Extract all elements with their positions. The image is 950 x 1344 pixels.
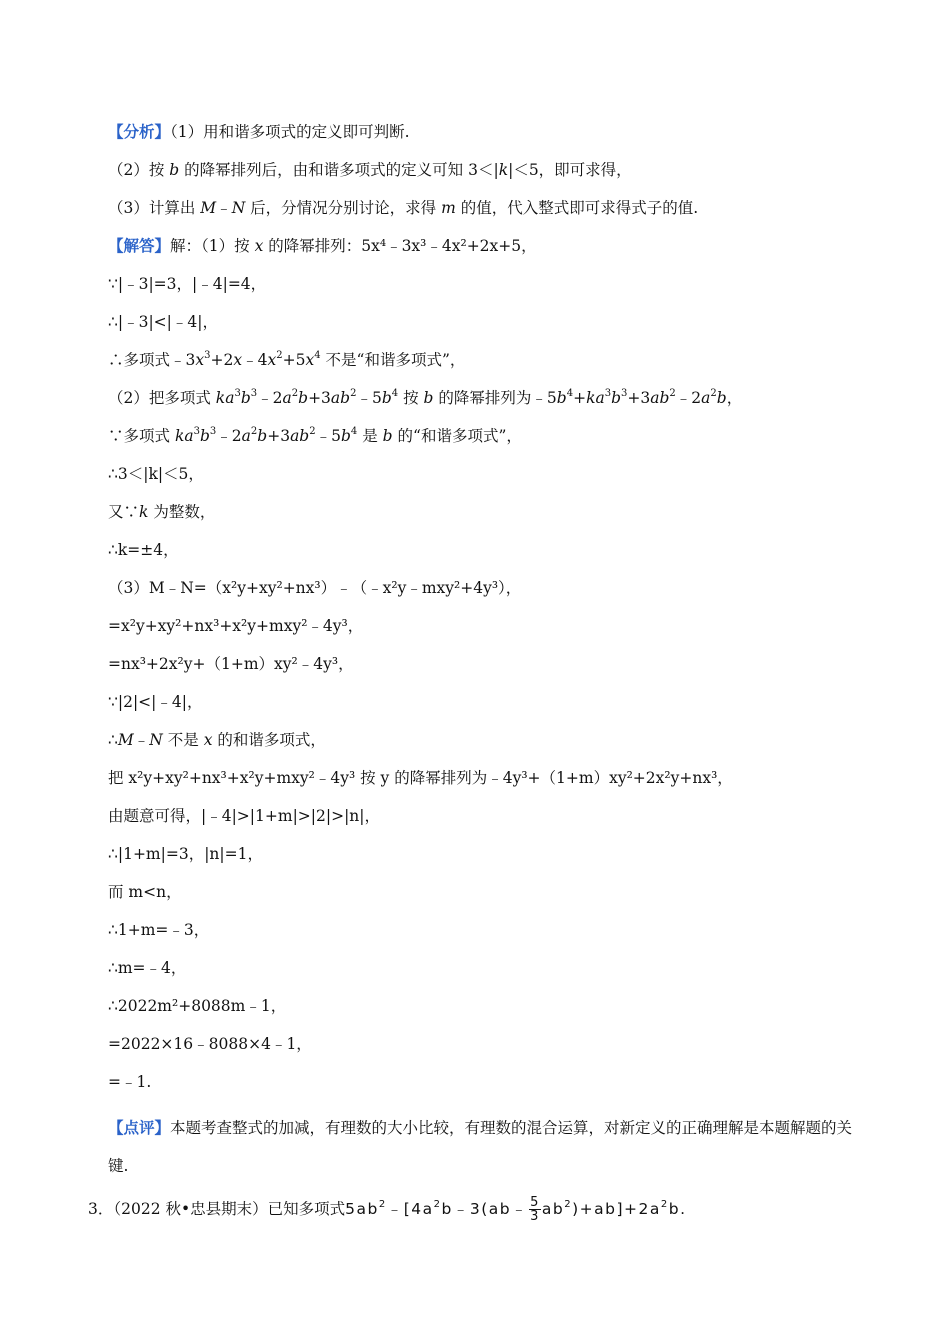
answer-line-16: 由题意可得，|﹣4|>|1+m|>|2|>|n|，	[108, 807, 380, 825]
answer-line-21: ∴2022m²+8088m﹣1，	[108, 997, 287, 1015]
answer-line-1: 【解答】解：（1）按 x 的降幂排列：5x⁴﹣3x³﹣4x²+2x+5，	[108, 236, 537, 255]
analysis-line-2: （2）按 b 的降幂排列后，由和谐多项式的定义可知 3＜|k|＜5，即可求得，	[108, 161, 632, 179]
analysis-tag: 【分析】	[108, 122, 171, 141]
answer-line-14: ∴M﹣N 不是 x 的和谐多项式，	[108, 731, 326, 749]
question-3-expression: $5ab^2﹣[4a^2b﹣3(ab﹣$ $\frac{5}{3}$ $ab^2)+ab]+2a^2b$.	[345, 1195, 687, 1224]
answer-line-19: ∴1+m=﹣3，	[108, 921, 210, 939]
answer-line-8: 又∵k 为整数，	[108, 503, 216, 521]
comment	[108, 1109, 868, 1185]
answer-line-3: ∴|﹣3|<|﹣4|，	[108, 313, 218, 331]
answer-line-5: （2）把多项式 $ka^3b^3﹣2a^2b+3ab^2﹣5b^4$ 按 b 的降幂排列为$﹣5b^4+ka^3b^3+3ab^2﹣2a^2b$，	[108, 388, 743, 407]
answer-line-22: =2022×16﹣8088×4﹣1，	[108, 1035, 312, 1053]
analysis-line-3: （3）计算出 M﹣N 后，分情况分别讨论，求得 m 的值，代入整式即可求得式子的值.	[108, 199, 699, 217]
question-3-number: 3．（2022 秋•忠县期末）已知多项式	[88, 1200, 346, 1218]
answer-line-4: ∴多项式$﹣3x^3+2x﹣4x^2+5x^4$ 不是“和谐多项式”，	[108, 350, 466, 369]
answer-line-15: 把 x²y+xy²+nx³+x²y+mxy²﹣4y³ 按 y 的降幂排列为﹣4y³+（1+m）xy²+2x²y+nx³，	[108, 769, 733, 787]
answer-line-11: =x²y+xy²+nx³+x²y+mxy²﹣4y³，	[108, 617, 364, 635]
answer-line-23: =﹣1.	[108, 1073, 152, 1091]
comment-tag: 【点评】	[108, 1118, 171, 1137]
question-3	[88, 1194, 687, 1224]
answer-line-17: ∴|1+m|=3，|n|=1，	[108, 845, 263, 863]
analysis-line-1: 【分析】（1）用和谐多项式的定义即可判断.	[108, 122, 410, 141]
answer-line-13: ∵|2|<|﹣4|，	[108, 693, 203, 711]
answer-tag: 【解答】	[108, 236, 171, 255]
comment-text: 本题考查整式的加减，有理数的大小比较，有理数的混合运算，对新定义的正确理解是本题解题的关键.	[108, 1119, 853, 1175]
answer-line-2: ∵|﹣3|=3，|﹣4|=4，	[108, 275, 267, 293]
answer-line-12: =nx³+2x²y+（1+m）xy²﹣4y³，	[108, 655, 354, 673]
answer-line-10: （3）M﹣N=（x²y+xy²+nx³）﹣（﹣x²y﹣mxy²+4y³），	[108, 579, 522, 597]
answer-line-6: ∵多项式 $ka^3b^3﹣2a^2b+3ab^2﹣5b^4$ 是 b 的“和谐多项式”，	[108, 426, 522, 445]
answer-line-9: ∴k=±4，	[108, 541, 179, 559]
fraction-five-thirds: $\frac{5}{3}$	[530, 1195, 540, 1224]
answer-line-18: 而 m<n，	[108, 883, 182, 901]
answer-line-7: ∴3＜|k|＜5，	[108, 465, 204, 483]
answer-line-20: ∴m=﹣4，	[108, 959, 187, 977]
